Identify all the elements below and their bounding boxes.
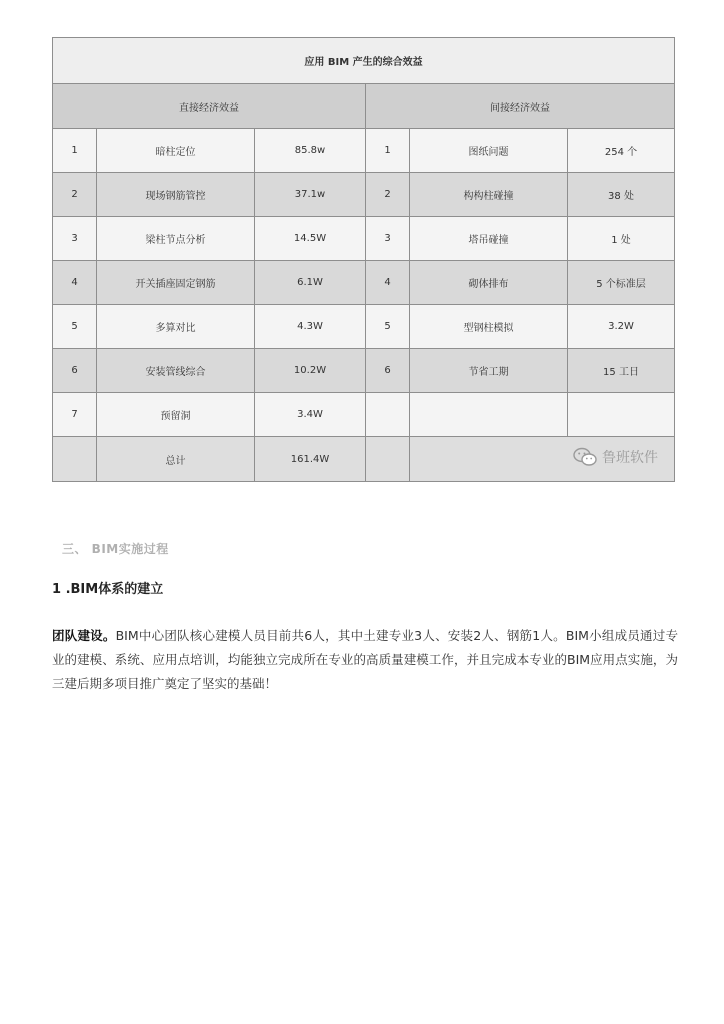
table-row [53, 305, 675, 349]
row-number-2 [366, 393, 410, 437]
indirect-value: 5 个标准层 [568, 261, 675, 305]
paragraph-body: BIM中心团队核心建模人员目前共6人，其中土建专业3人、安装2人、钢筋1人。BIM小组成员通过专业的建模、系统、应用点培训，均能独立完成所在专业的高质量建模工作，并且完成本专业的BIM应用点实施，为三建后期多项目推广奠定了坚实的基础！ [52, 628, 678, 691]
row-number-2: 3 [366, 217, 410, 261]
indirect-value [568, 393, 675, 437]
watermark-cell [410, 437, 675, 482]
indirect-item: 图纸问题 [410, 129, 568, 173]
watermark-text: 鲁班软件 [602, 450, 659, 466]
paragraph-lead: 团队建设。 [52, 628, 116, 643]
indirect-item: 节省工期 [410, 349, 568, 393]
table-title: 应用 BIM 产生的综合效益 [53, 38, 675, 84]
row-number-2: 2 [366, 173, 410, 217]
direct-item: 现场钢筋管控 [97, 173, 255, 217]
total-empty-cell [53, 437, 97, 482]
table-row [53, 129, 675, 173]
row-number: 1 [53, 129, 97, 173]
row-number: 5 [53, 305, 97, 349]
direct-benefit-header: 直接经济效益 [53, 84, 366, 129]
indirect-item: 型钢柱模拟 [410, 305, 568, 349]
direct-value: 14.5W [255, 217, 366, 261]
total-label: 总计 [97, 437, 255, 482]
wechat-icon [573, 447, 597, 467]
row-number: 2 [53, 173, 97, 217]
direct-item: 暗柱定位 [97, 129, 255, 173]
indirect-value: 1 处 [568, 217, 675, 261]
row-number: 7 [53, 393, 97, 437]
direct-item: 梁柱节点分析 [97, 217, 255, 261]
indirect-benefit-header: 间接经济效益 [366, 84, 675, 129]
table-row [53, 349, 675, 393]
indirect-value: 38 处 [568, 173, 675, 217]
indirect-value: 254 个 [568, 129, 675, 173]
direct-value: 85.8w [255, 129, 366, 173]
table-header-row [53, 84, 675, 129]
row-number-2: 5 [366, 305, 410, 349]
section-heading: 三、 BIM实施过程 [62, 542, 169, 556]
row-number-2: 4 [366, 261, 410, 305]
table-row [53, 261, 675, 305]
direct-value: 6.1W [255, 261, 366, 305]
direct-value: 10.2W [255, 349, 366, 393]
direct-item: 多算对比 [97, 305, 255, 349]
indirect-value: 3.2W [568, 305, 675, 349]
indirect-item: 塔吊碰撞 [410, 217, 568, 261]
row-number-2: 1 [366, 129, 410, 173]
total-empty-cell-2 [366, 437, 410, 482]
sub-heading: 1 .BIM体系的建立 [52, 582, 164, 597]
direct-value: 37.1w [255, 173, 366, 217]
direct-item: 安装管线综合 [97, 349, 255, 393]
table-row [53, 393, 675, 437]
direct-item: 开关插座固定钢筋 [97, 261, 255, 305]
indirect-value: 15 工日 [568, 349, 675, 393]
row-number: 6 [53, 349, 97, 393]
table-total-row [53, 437, 675, 482]
watermark [573, 447, 658, 467]
indirect-item: 砌体排布 [410, 261, 568, 305]
table-row [53, 173, 675, 217]
table-row [53, 217, 675, 261]
table-title-row [53, 38, 675, 84]
team-paragraph [52, 624, 678, 696]
direct-value: 4.3W [255, 305, 366, 349]
indirect-item: 构构柱碰撞 [410, 173, 568, 217]
row-number: 4 [53, 261, 97, 305]
row-number-2: 6 [366, 349, 410, 393]
benefit-table [52, 37, 675, 482]
direct-value: 3.4W [255, 393, 366, 437]
direct-item: 预留洞 [97, 393, 255, 437]
row-number: 3 [53, 217, 97, 261]
benefit-table-container [52, 37, 674, 482]
total-value: 161.4W [255, 437, 366, 482]
indirect-item [410, 393, 568, 437]
